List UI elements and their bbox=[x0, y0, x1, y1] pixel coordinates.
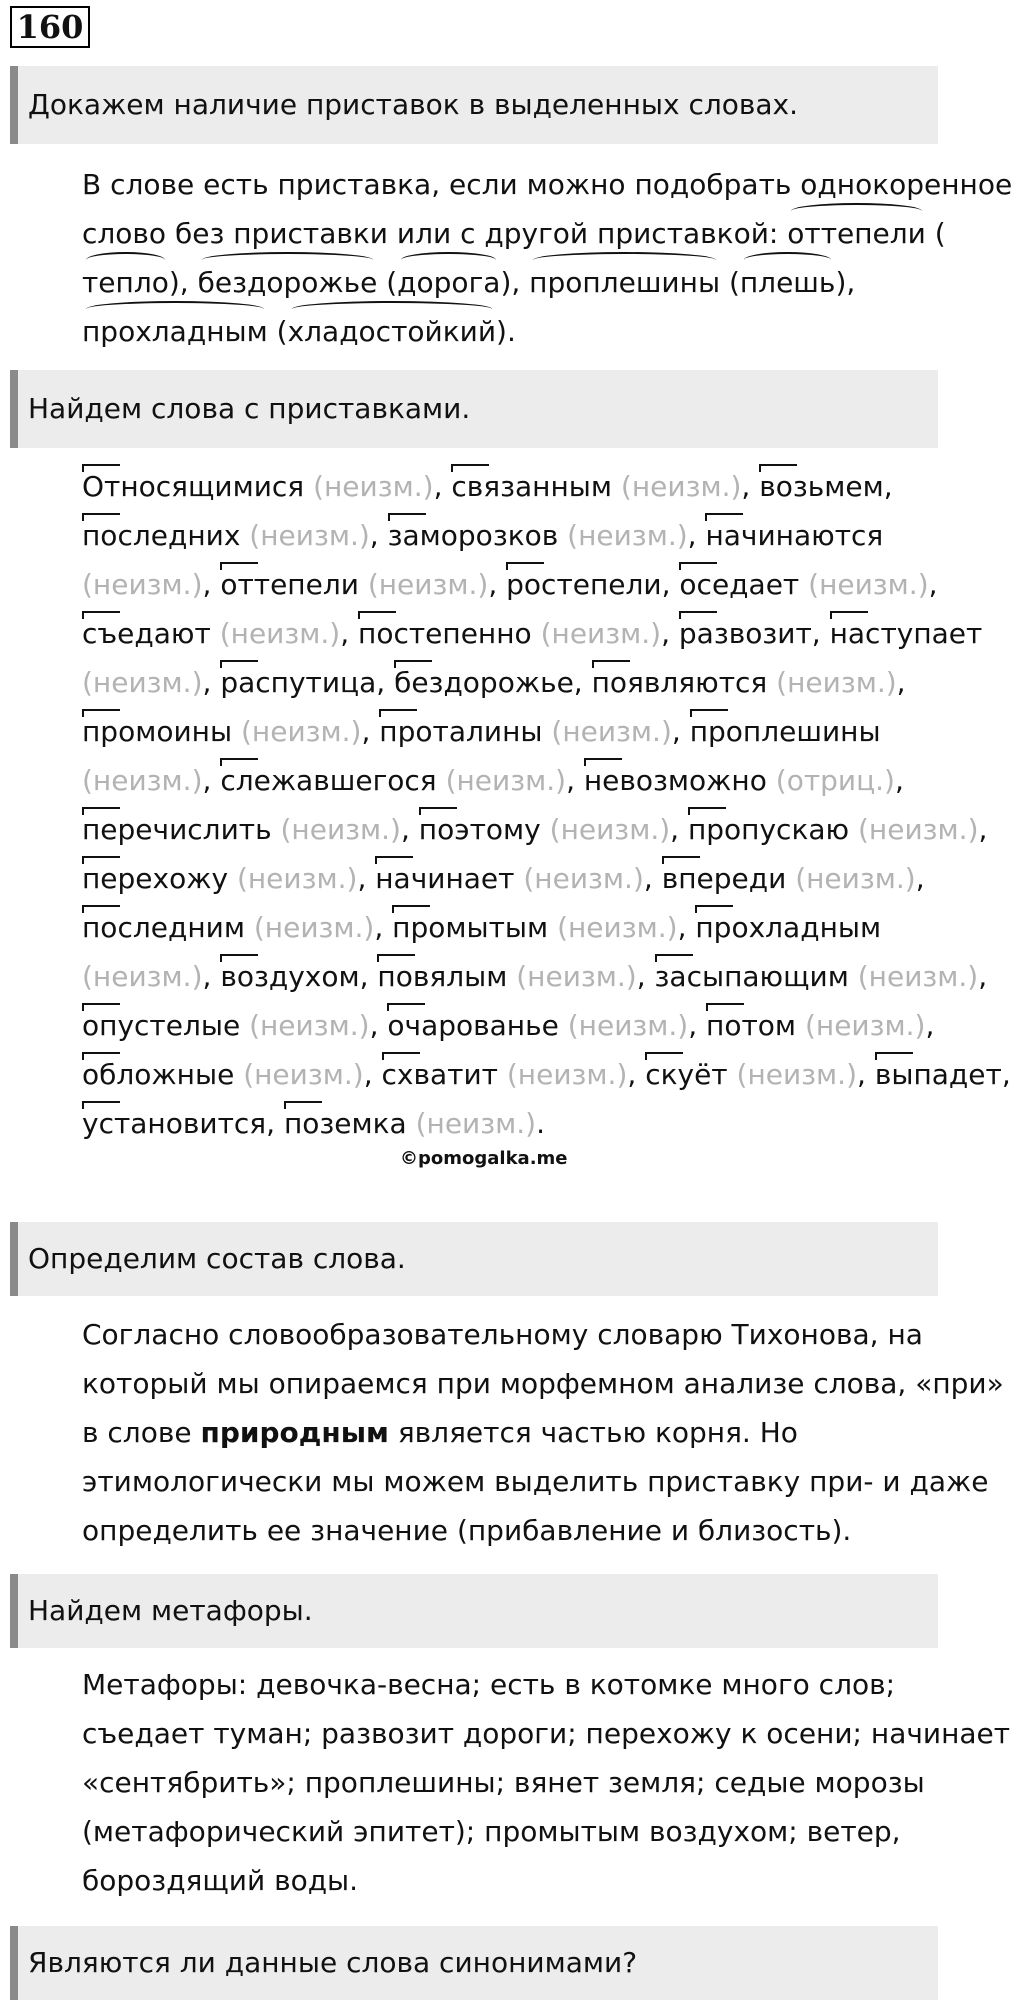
prefix-word: установится bbox=[82, 1107, 267, 1140]
prefix-word: последних bbox=[82, 519, 241, 552]
prefix-word: схватит bbox=[381, 1058, 498, 1091]
root-teplo: тепло bbox=[82, 258, 169, 307]
prefix-word: повялым bbox=[377, 960, 508, 993]
prefix-note: (неизм.) bbox=[240, 715, 362, 748]
composition-paragraph bbox=[10, 1310, 1017, 1555]
prefix-word: потом bbox=[706, 1009, 797, 1042]
root-doroga: дорога bbox=[397, 258, 500, 307]
prefix-note: (неизм.) bbox=[540, 617, 662, 650]
prefix-word: заморозков bbox=[387, 519, 559, 552]
prefix-note: (неизм.) bbox=[82, 666, 203, 699]
task-number: 160 bbox=[10, 6, 90, 48]
prefix-note: (неизм.) bbox=[219, 617, 341, 650]
prefix-words-list: Относящимися (неизм.), связанным (неизм.), возьмем, последних (неизм.), заморозков (неизм.), начинаются (неизм.), оттепели (неизм.), ростепели, оседает (неизм.), съедают (неизм.), постепенно (неизм.), развозит, наступает (неизм.), распутица, бездорожье, появляются (неизм.), промоины (неизм.), проталины (неизм.), проплешины (неизм.), слежавшегося (неизм.), невозможно (отриц.), перечислить (неизм.), поэтому (неизм.), пропускаю (неизм.), перехожу (неизм.), начинает (неизм.), впереди (неизм.), последним (неизм.), промытым (неизм.), прохладным (неизм.), воздухом, повялым (неизм.), засыпающим (неизм.), опустелые (неизм.), очарованье (неизм.), потом (неизм.), обложные (неизм.), схватит (неизм.), скуёт (неизм.), выпадет, установится, поземка (неизм.). bbox=[82, 470, 1011, 1140]
prefix-note: (неизм.) bbox=[445, 764, 567, 797]
prefix-note: (отриц.) bbox=[775, 764, 895, 797]
prefix-note: (неизм.) bbox=[367, 568, 489, 601]
prefix-note: (неизм.) bbox=[280, 813, 401, 846]
composition-bold-word: природным bbox=[200, 1416, 389, 1449]
prefix-rule-paragraph: В слове есть приставка, если можно подобрать однокоренное слово без приставки или с другой приставкой: оттепели (тепло), бездорожье (дорога), проплешины (плешь), прохладным (хладостойкий). bbox=[10, 160, 1017, 356]
prefix-word: оттепели bbox=[220, 568, 359, 601]
prefix-note: (неизм.) bbox=[808, 568, 929, 601]
heading-prove-prefixes: Докажем наличие приставок в выделенных словах. bbox=[10, 66, 938, 144]
prefix-word: слежавшегося bbox=[220, 764, 437, 797]
prefix-word: оседает bbox=[679, 568, 800, 601]
composition-after: является частью корня. Но этимологически мы можем выделить приставку при- и даже определить ее значение (прибавление и близость). bbox=[82, 1416, 989, 1547]
prefix-word: засыпающим bbox=[654, 960, 849, 993]
prefix-note: (неизм.) bbox=[313, 470, 434, 503]
prefix-word: ростепели bbox=[506, 568, 662, 601]
word-ottepeli: оттепели bbox=[787, 209, 926, 258]
prefix-note: (неизм.) bbox=[557, 911, 678, 944]
prefix-note: (неизм.) bbox=[523, 862, 644, 895]
prefix-word: постепенно bbox=[358, 617, 532, 650]
root-khladostoyky: хладостойкий bbox=[288, 307, 496, 356]
heading-find-prefix-words: Найдем слова с приставками. bbox=[10, 370, 938, 448]
heading-find-metaphors: Найдем метафоры. bbox=[10, 1574, 938, 1648]
prefix-word: скуёт bbox=[645, 1058, 728, 1091]
heading-synonyms: Являются ли данные слова синонимами? bbox=[10, 1926, 938, 2000]
prefix-word: проталины bbox=[379, 715, 543, 748]
prefix-word: начинаются bbox=[705, 519, 884, 552]
prefix-note: (неизм.) bbox=[567, 1009, 689, 1042]
prefix-word: поземка bbox=[283, 1107, 407, 1140]
prefix-word: перечислить bbox=[82, 813, 272, 846]
prefix-note: (неизм.) bbox=[549, 813, 671, 846]
prefix-word: пропускаю bbox=[687, 813, 850, 846]
prefix-word: Относящимися bbox=[82, 470, 305, 503]
prefix-word: очарованье bbox=[387, 1009, 559, 1042]
prefix-word: проплешины bbox=[689, 715, 881, 748]
prefix-word: впереди bbox=[661, 862, 787, 895]
heading-word-composition: Определим состав слова. bbox=[10, 1222, 938, 1296]
composition-before: Согласно словообразовательному словарю Тихонова, на который мы опираемся при морфемном анализе слова, «при» в слове bbox=[82, 1318, 1004, 1449]
prefix-word: последним bbox=[82, 911, 245, 944]
word-proplesheiny: проплешины bbox=[529, 258, 720, 307]
prefix-word: перехожу bbox=[82, 862, 229, 895]
prefix-rule-text: В слове есть приставка, если можно подобрать однокоренное слово без приставки или с другой приставкой: bbox=[82, 168, 1013, 250]
word-bezdorozhye: бездорожье bbox=[198, 258, 378, 307]
prefix-note: (неизм.) bbox=[236, 862, 358, 895]
prefix-word: распутица bbox=[220, 666, 377, 699]
prefix-word: невозможно bbox=[583, 764, 767, 797]
prefix-note: (неизм.) bbox=[795, 862, 916, 895]
prefix-note: (неизм.) bbox=[516, 960, 637, 993]
prefix-note: (неизм.) bbox=[551, 715, 672, 748]
prefix-word: обложные bbox=[82, 1058, 235, 1091]
prefix-word: возьмем bbox=[759, 470, 884, 503]
watermark: ©pomogalka.me bbox=[400, 1148, 568, 1169]
prefix-note: (неизм.) bbox=[506, 1058, 628, 1091]
prefix-note: (неизм.) bbox=[82, 568, 203, 601]
metaphors-paragraph: Метафоры: девочка-весна; есть в котомке много слов; съедает туман; развозит дороги; перехожу к осени; начинает «сентябрить»; проплешины; вянет земля; седые морозы (метафорический эпитет); промытым воздухом; ветер, бороздящий воды. bbox=[82, 1668, 1011, 1897]
prefix-word: прохладным bbox=[695, 911, 882, 944]
prefix-note: (неизм.) bbox=[736, 1058, 858, 1091]
prefix-word: связанным bbox=[451, 470, 613, 503]
prefix-note: (неизм.) bbox=[249, 519, 370, 552]
word-prokhladnym: прохладным bbox=[82, 307, 268, 356]
prefix-word: развозит bbox=[678, 617, 812, 650]
root-plesh: плешь bbox=[740, 258, 836, 307]
prefix-note: (неизм.) bbox=[857, 960, 979, 993]
prefix-note: (неизм.) bbox=[620, 470, 742, 503]
prefix-word: наступает bbox=[829, 617, 983, 650]
prefix-note: (неизм.) bbox=[415, 1107, 537, 1140]
prefix-note: (неизм.) bbox=[776, 666, 897, 699]
prefix-word: начинает bbox=[375, 862, 515, 895]
prefix-note: (неизм.) bbox=[858, 813, 979, 846]
prefix-note: (неизм.) bbox=[253, 911, 375, 944]
prefix-word: промоины bbox=[82, 715, 233, 748]
prefix-note: (неизм.) bbox=[243, 1058, 364, 1091]
prefix-word: поэтому bbox=[418, 813, 541, 846]
prefix-word: воздухом bbox=[220, 960, 360, 993]
prefix-word: промытым bbox=[392, 911, 549, 944]
prefix-note: (неизм.) bbox=[82, 764, 203, 797]
prefix-note: (неизм.) bbox=[249, 1009, 370, 1042]
prefix-word: выпадет bbox=[874, 1058, 1002, 1091]
prefix-word: бездорожье bbox=[394, 666, 574, 699]
prefix-word: съедают bbox=[82, 617, 211, 650]
prefix-note: (неизм.) bbox=[567, 519, 688, 552]
prefix-note: (неизм.) bbox=[82, 960, 203, 993]
prefix-word: появляются bbox=[591, 666, 768, 699]
prefix-word: опустелые bbox=[82, 1009, 241, 1042]
prefix-note: (неизм.) bbox=[804, 1009, 926, 1042]
